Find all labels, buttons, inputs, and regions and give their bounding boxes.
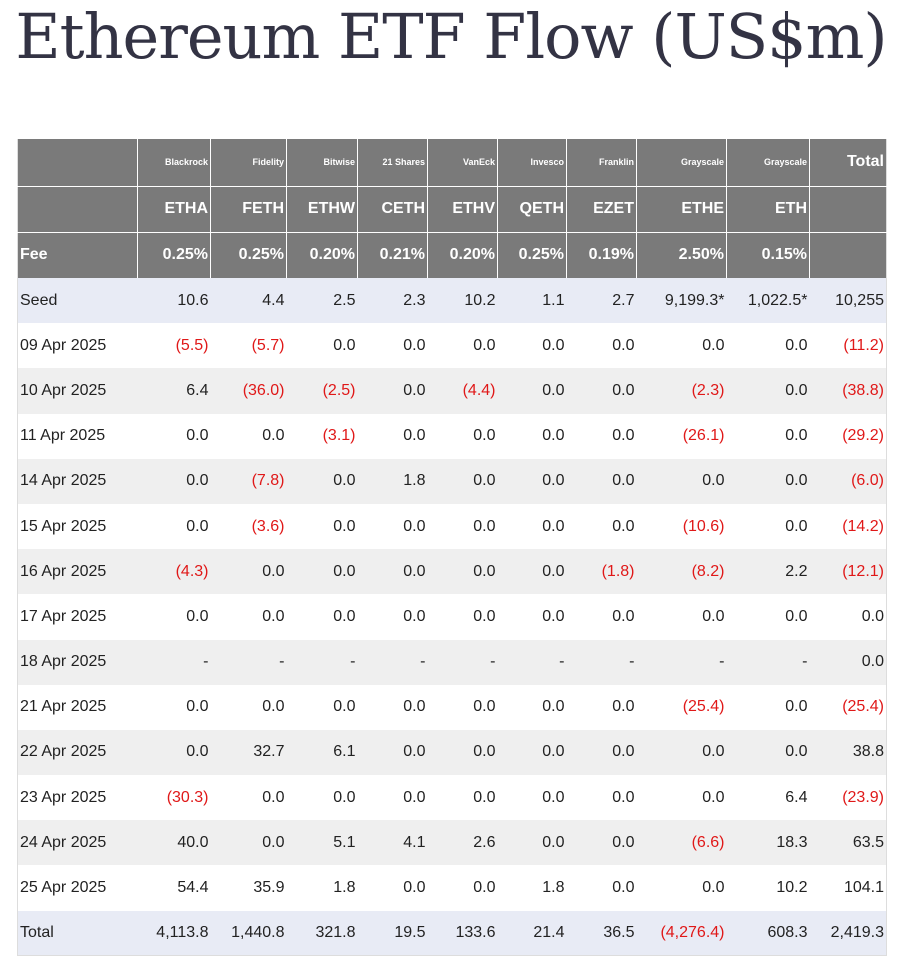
table-cell: 1.8 — [333, 879, 356, 897]
table-cell: 0.0 — [262, 698, 285, 716]
fee-header: 0.21% — [358, 232, 428, 278]
ticker-corner-cell — [18, 186, 138, 232]
row-total-cell: 104.1 — [843, 879, 884, 897]
row-total-cell: (25.4) — [842, 698, 884, 716]
table-cell: (2.3) — [637, 368, 727, 413]
table-cell: 0.0 — [333, 607, 356, 625]
page-title: Ethereum ETF Flow (US$m) — [15, 0, 887, 73]
issuer-header-row — [18, 139, 887, 186]
table-cell: (4.4) — [428, 368, 498, 413]
ticker-header: ETHA — [138, 186, 211, 232]
table-cell: 0.0 — [403, 427, 426, 445]
table-cell: 0.0 — [702, 879, 725, 897]
table-cell: 2.2 — [727, 549, 810, 594]
table-row — [18, 549, 887, 594]
issuer-header: Blackrock — [138, 139, 211, 186]
fee-header: 2.50% — [637, 232, 727, 278]
table-cell: 0.0 — [727, 459, 810, 504]
table-cell: 0.0 — [702, 788, 725, 806]
table-cell: 0.0 — [567, 730, 637, 775]
ticker-header: CETH — [358, 186, 428, 232]
row-label: 25 Apr 2025 — [20, 879, 107, 897]
table-cell: 0.0 — [403, 607, 426, 625]
table-cell: 0.0 — [567, 459, 637, 504]
table-cell: 0.0 — [785, 336, 808, 354]
table-cell: 0.0 — [498, 549, 567, 594]
table-cell: 0.0 — [287, 549, 358, 594]
table-cell: 0.0 — [612, 517, 635, 535]
fee-header: 0.20% — [428, 232, 498, 278]
table-cell: (10.6) — [682, 517, 725, 535]
table-cell: 35.9 — [253, 879, 285, 897]
table-cell: 2.5 — [287, 278, 358, 323]
ticker-header: EZET — [567, 186, 637, 232]
table-row — [18, 459, 887, 504]
fee-header-row — [18, 232, 887, 278]
table-row — [18, 775, 887, 820]
fee-header: 0.19% — [567, 232, 637, 278]
table-cell: 0.0 — [498, 820, 567, 865]
table-cell: 0.0 — [542, 336, 565, 354]
table-cell: 4,113.8 — [138, 911, 211, 956]
table-cell: 0.0 — [403, 336, 426, 354]
table-cell: 0.0 — [333, 698, 356, 716]
table-cell: 0.0 — [612, 879, 635, 897]
table-cell: 0.0 — [612, 698, 635, 716]
table-cell: 0.0 — [785, 427, 808, 445]
table-cell: 1.8 — [358, 459, 428, 504]
table-cell: 2.3 — [358, 278, 428, 323]
table-row — [18, 685, 887, 730]
ticker-header: QETH — [498, 186, 567, 232]
ticker-header: ETHE — [637, 186, 727, 232]
row-label: 10 Apr 2025 — [18, 368, 138, 413]
row-total-cell: (14.2) — [842, 517, 884, 535]
table-row — [18, 504, 887, 549]
table-cell: (3.6) — [251, 517, 285, 535]
table-cell: 2.6 — [428, 820, 498, 865]
row-label: Seed — [18, 278, 138, 323]
table-cell: (5.5) — [175, 336, 209, 354]
table-cell: 0.0 — [333, 788, 356, 806]
row-total-cell: (6.0) — [810, 459, 887, 504]
table-row — [18, 368, 887, 413]
issuer-header: Bitwise — [287, 139, 358, 186]
table-cell: 21.4 — [498, 911, 567, 956]
table-cell: 0.0 — [262, 607, 285, 625]
table-cell: 40.0 — [138, 820, 211, 865]
table-cell: 0.0 — [186, 427, 209, 445]
table-cell: 0.0 — [473, 427, 496, 445]
table-cell: (2.5) — [287, 368, 358, 413]
table-cell: 4.4 — [211, 278, 287, 323]
ticker-header-row — [18, 186, 887, 232]
table-cell: 32.7 — [211, 730, 287, 775]
table-cell: (8.2) — [637, 549, 727, 594]
table-cell: (26.1) — [682, 427, 725, 445]
row-total-cell: (11.2) — [843, 336, 884, 354]
table-row — [18, 640, 887, 685]
row-total-cell: (23.9) — [842, 788, 884, 806]
issuer-header: Fidelity — [211, 139, 287, 186]
row-total-cell: 63.5 — [810, 820, 887, 865]
table-cell: 0.0 — [262, 788, 285, 806]
table-cell: 0.0 — [211, 820, 287, 865]
table-cell: 0.0 — [473, 607, 496, 625]
table-cell: 321.8 — [287, 911, 358, 956]
table-cell: 0.0 — [428, 730, 498, 775]
table-cell: 5.1 — [287, 820, 358, 865]
row-total-cell: 2,419.3 — [810, 911, 887, 956]
table-cell: 0.0 — [612, 788, 635, 806]
table-cell: 0.0 — [473, 336, 496, 354]
table-cell: - — [428, 640, 498, 685]
table-cell: (4,276.4) — [637, 911, 727, 956]
table-cell: 1,440.8 — [211, 911, 287, 956]
issuer-header: VanEck — [428, 139, 498, 186]
table-cell: 0.0 — [428, 459, 498, 504]
table-cell: 0.0 — [333, 336, 356, 354]
table-cell: - — [287, 640, 358, 685]
table-row — [18, 414, 887, 459]
table-row — [18, 865, 887, 910]
table-cell: 0.0 — [262, 427, 285, 445]
row-total-cell: (38.8) — [810, 368, 887, 413]
row-label: 18 Apr 2025 — [18, 640, 138, 685]
fee-header: 0.20% — [287, 232, 358, 278]
table-cell: 0.0 — [702, 607, 725, 625]
table-cell: - — [138, 640, 211, 685]
table-cell: 0.0 — [542, 427, 565, 445]
table-cell: 10.6 — [138, 278, 211, 323]
table-cell: 0.0 — [727, 368, 810, 413]
table-cell: 0.0 — [403, 517, 426, 535]
table-cell: - — [567, 640, 637, 685]
table-cell: 0.0 — [138, 459, 211, 504]
fee-header: 0.15% — [727, 232, 810, 278]
etf-flow-table — [17, 139, 887, 956]
table-cell: 0.0 — [186, 517, 209, 535]
issuer-header: Franklin — [567, 139, 637, 186]
table-cell: 1,022.5* — [727, 278, 810, 323]
table-row — [18, 594, 887, 639]
row-label: 24 Apr 2025 — [18, 820, 138, 865]
table-row — [18, 323, 887, 368]
seed-row — [18, 278, 887, 323]
table-cell: (1.8) — [567, 549, 637, 594]
row-label: Total — [18, 911, 138, 956]
row-label: 17 Apr 2025 — [20, 607, 107, 625]
table-cell: 0.0 — [542, 517, 565, 535]
table-row — [18, 820, 887, 865]
ticker-header: ETH — [727, 186, 810, 232]
table-cell: 0.0 — [403, 698, 426, 716]
table-cell: 0.0 — [727, 730, 810, 775]
ticker-header: ETHW — [287, 186, 358, 232]
row-label: 23 Apr 2025 — [20, 788, 107, 806]
row-total-cell: 0.0 — [861, 607, 884, 625]
table-cell: - — [727, 640, 810, 685]
table-cell: 18.3 — [727, 820, 810, 865]
table-cell: 19.5 — [358, 911, 428, 956]
table-cell: 6.1 — [287, 730, 358, 775]
table-cell: 0.0 — [138, 730, 211, 775]
table-cell: (7.8) — [211, 459, 287, 504]
table-cell: 133.6 — [428, 911, 498, 956]
table-cell: 0.0 — [567, 368, 637, 413]
table-cell: 0.0 — [498, 459, 567, 504]
fee-header: 0.25% — [211, 232, 287, 278]
fee-header: 0.25% — [498, 232, 567, 278]
table-cell: 0.0 — [287, 459, 358, 504]
table-cell: 608.3 — [727, 911, 810, 956]
table-cell: 0.0 — [702, 336, 725, 354]
table-cell: 36.5 — [567, 911, 637, 956]
corner-cell — [18, 139, 138, 186]
table-cell: 0.0 — [333, 517, 356, 535]
table-cell: - — [211, 640, 287, 685]
issuer-header: 21 Shares — [358, 139, 428, 186]
table-cell: 2.7 — [567, 278, 637, 323]
table-cell: (4.3) — [138, 549, 211, 594]
row-total-cell: (12.1) — [810, 549, 887, 594]
table-cell: 1.8 — [542, 879, 565, 897]
row-label: 14 Apr 2025 — [18, 459, 138, 504]
table-cell: 0.0 — [542, 788, 565, 806]
table-cell: 10.2 — [776, 879, 808, 897]
table-cell: 4.1 — [358, 820, 428, 865]
total-column-header: Total — [810, 139, 887, 186]
table-cell: 0.0 — [473, 788, 496, 806]
table-cell: 0.0 — [358, 368, 428, 413]
row-total-cell: 10,255 — [810, 278, 887, 323]
table-cell: 0.0 — [637, 459, 727, 504]
issuer-header: Grayscale — [727, 139, 810, 186]
table-cell: 0.0 — [612, 427, 635, 445]
table-cell: 0.0 — [542, 607, 565, 625]
table-cell: (6.6) — [637, 820, 727, 865]
table-cell: 0.0 — [542, 698, 565, 716]
row-total-cell: 38.8 — [810, 730, 887, 775]
table-cell: 0.0 — [498, 730, 567, 775]
table-cell: 0.0 — [498, 368, 567, 413]
fee-total-cell — [810, 232, 887, 278]
table-cell: 54.4 — [177, 879, 209, 897]
table-cell: 0.0 — [473, 698, 496, 716]
table-cell: 1.1 — [498, 278, 567, 323]
table-cell: 0.0 — [785, 698, 808, 716]
table-cell: 0.0 — [186, 607, 209, 625]
table-cell: 0.0 — [473, 517, 496, 535]
table-cell: 0.0 — [785, 517, 808, 535]
table-cell: 6.4 — [785, 788, 808, 806]
table-cell: 0.0 — [358, 730, 428, 775]
ticker-header: FETH — [211, 186, 287, 232]
table-cell: - — [498, 640, 567, 685]
table-cell: (25.4) — [682, 698, 725, 716]
row-label: 11 Apr 2025 — [20, 427, 106, 445]
table-cell: 6.4 — [138, 368, 211, 413]
table-cell: 0.0 — [358, 549, 428, 594]
table-cell: (3.1) — [322, 427, 356, 445]
table-cell: 0.0 — [211, 549, 287, 594]
table-cell: 0.0 — [637, 730, 727, 775]
table-cell: 9,199.3* — [637, 278, 727, 323]
table-cell: 0.0 — [785, 607, 808, 625]
table-cell: 0.0 — [612, 336, 635, 354]
table-cell: 0.0 — [186, 698, 209, 716]
ticker-header: ETHV — [428, 186, 498, 232]
row-label: 21 Apr 2025 — [20, 698, 107, 716]
row-label: 15 Apr 2025 — [20, 517, 107, 535]
issuer-header: Grayscale — [637, 139, 727, 186]
row-total-cell: (29.2) — [842, 427, 884, 445]
table-cell: 0.0 — [403, 879, 426, 897]
fee-header: 0.25% — [138, 232, 211, 278]
table-cell: - — [358, 640, 428, 685]
table-cell: 0.0 — [612, 607, 635, 625]
table-cell: 10.2 — [428, 278, 498, 323]
row-label: 09 Apr 2025 — [20, 336, 107, 354]
table-cell: (30.3) — [166, 788, 209, 806]
table-cell: - — [637, 640, 727, 685]
table-cell: 0.0 — [567, 820, 637, 865]
row-total-cell: 0.0 — [810, 640, 887, 685]
fee-label: Fee — [18, 232, 138, 278]
table-cell: 0.0 — [428, 549, 498, 594]
row-label: 22 Apr 2025 — [18, 730, 138, 775]
issuer-header: Invesco — [498, 139, 567, 186]
table-cell: (36.0) — [211, 368, 287, 413]
table-cell: 0.0 — [473, 879, 496, 897]
row-label: 16 Apr 2025 — [18, 549, 138, 594]
table-cell: 0.0 — [403, 788, 426, 806]
table-row — [18, 730, 887, 775]
table-cell: (5.7) — [251, 336, 285, 354]
ticker-total-cell — [810, 186, 887, 232]
total-row — [18, 911, 887, 956]
